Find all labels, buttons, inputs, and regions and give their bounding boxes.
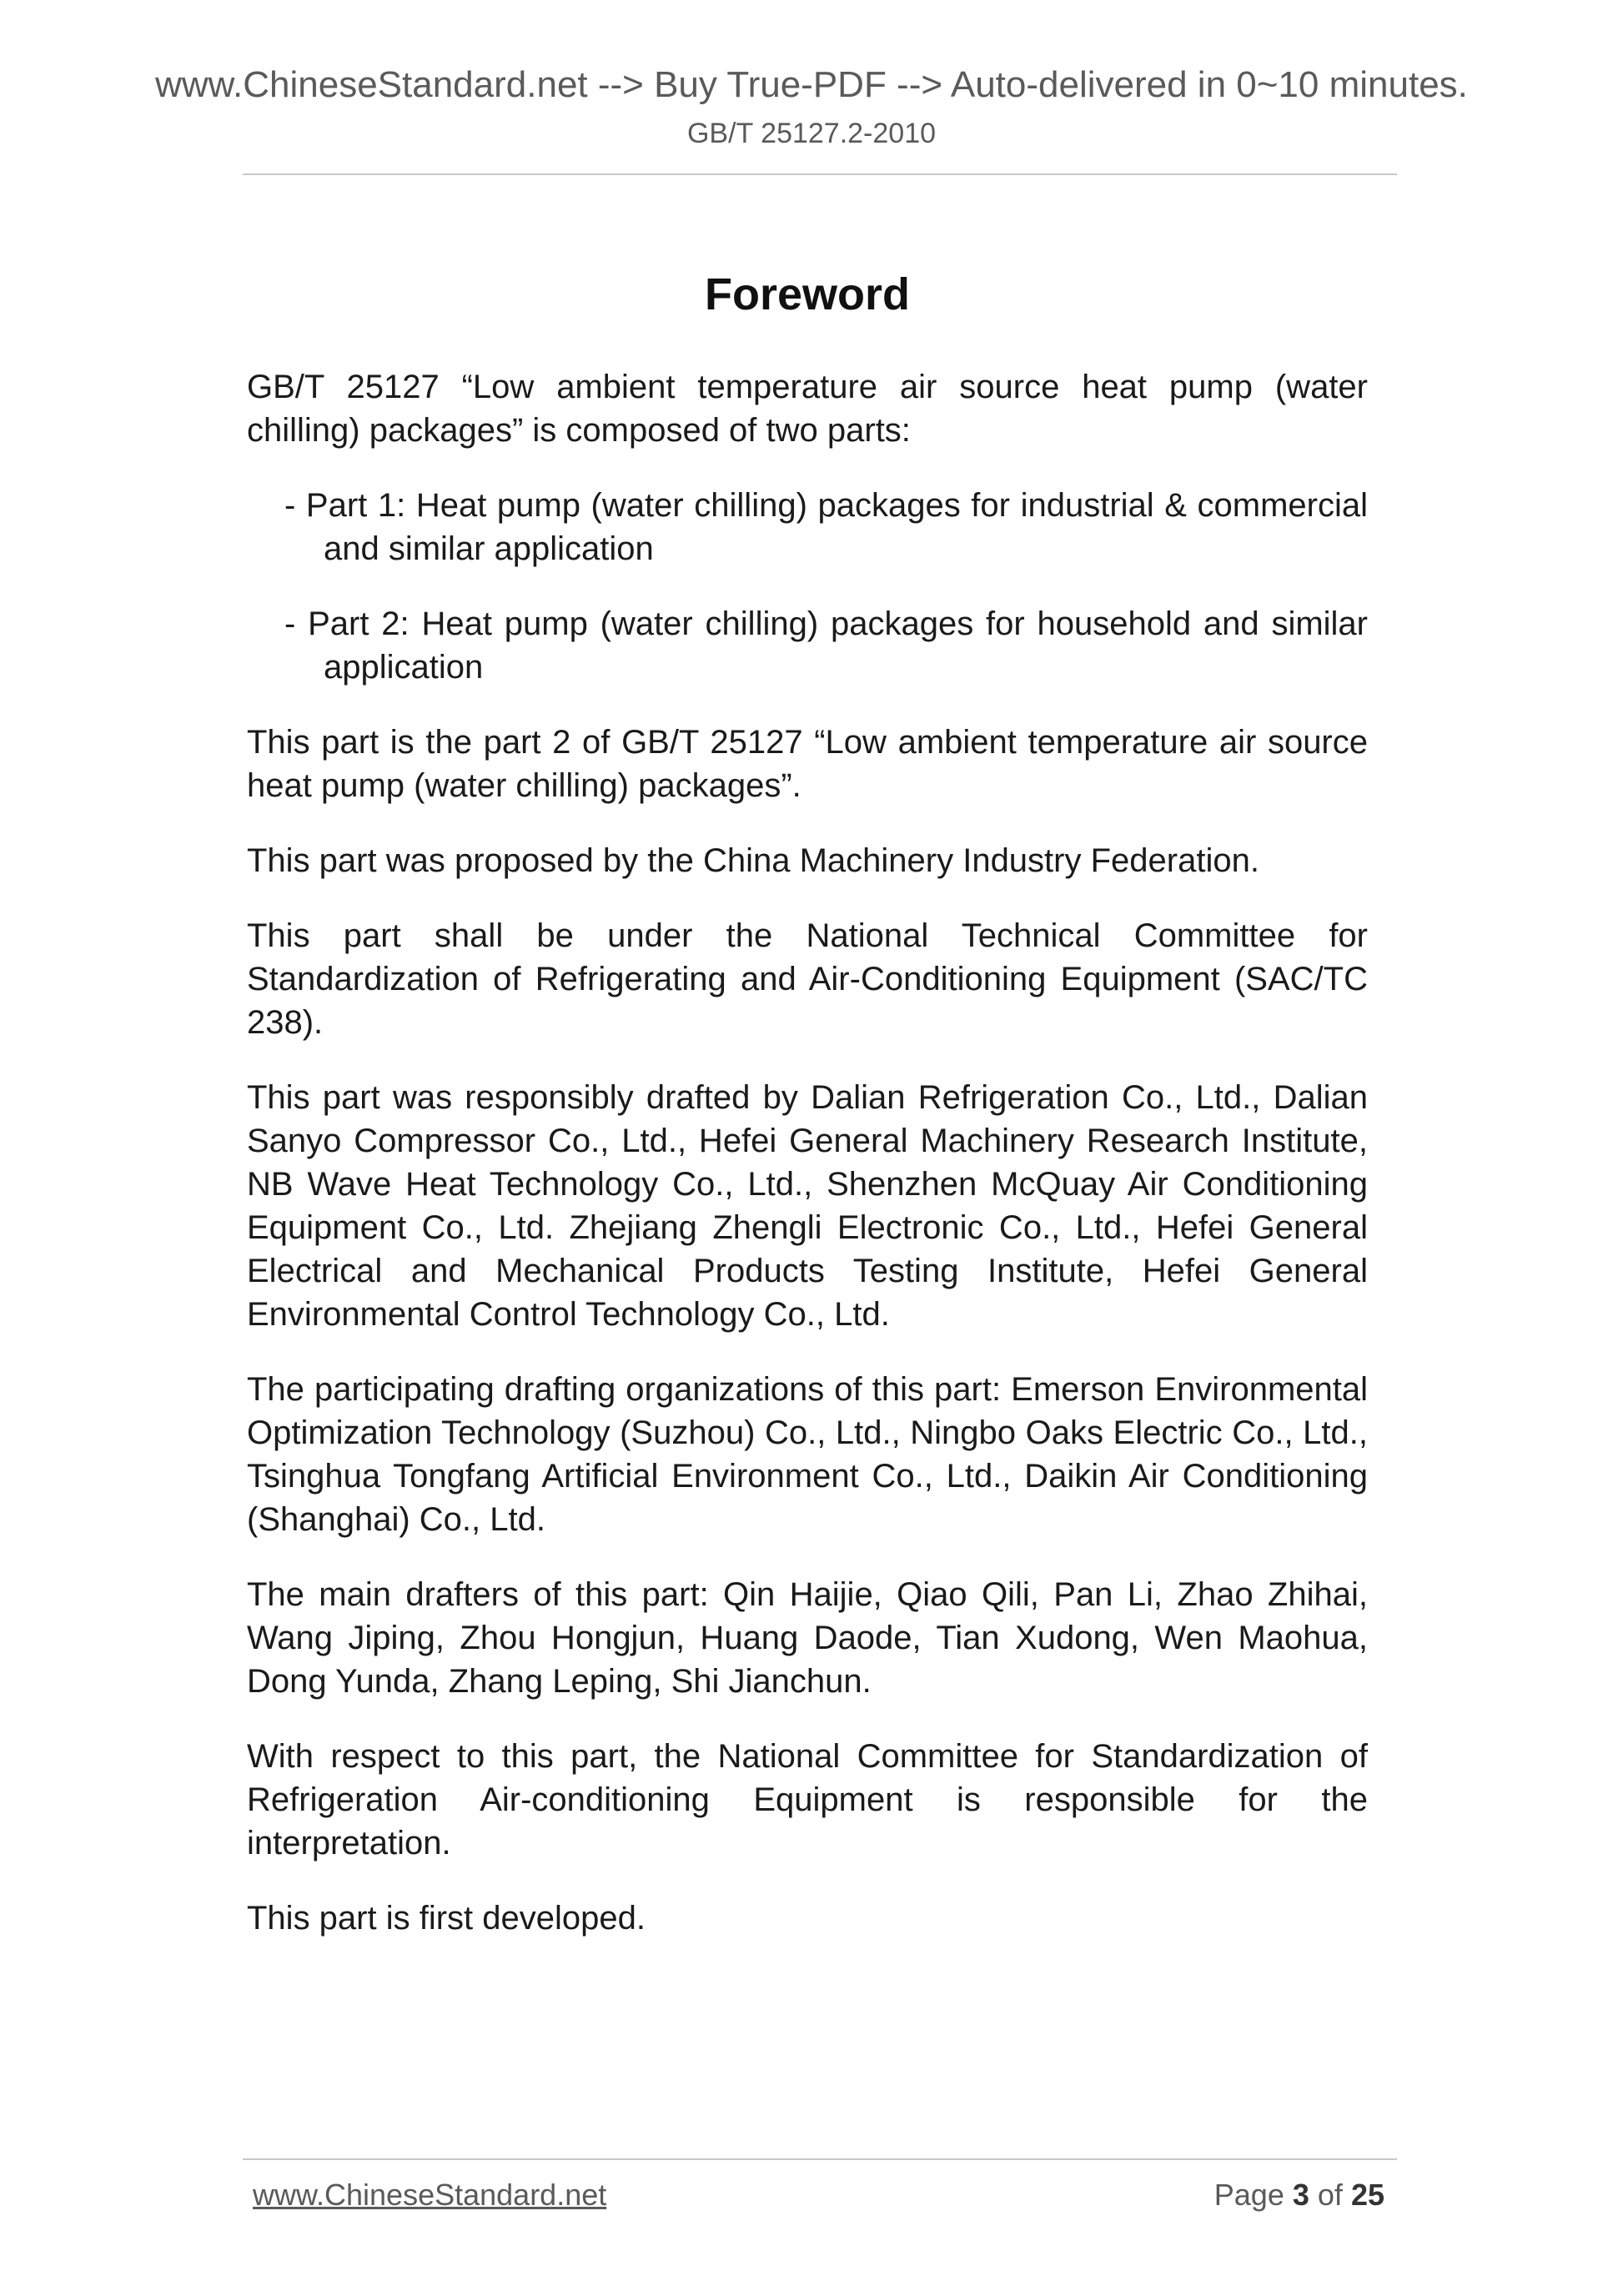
page-header [0,62,1623,152]
paragraph-first-developed: This part is first developed. [247,1900,646,1937]
paragraph-main-drafters: The main drafters of this part: Qin Haijie, Qiao Qili, Pan Li, Zhao Zhihai, Wang Jiping, Zhou Hongjun, Huang Daode, Tian Xudong, Wen Maohua, Dong Yunda, Zhang Leping, Shi Jianchun. [247,1576,1368,1700]
page-number [1214,2177,1384,2213]
footer-website-link[interactable]: www.ChineseStandard.net [253,2178,607,2212]
header-doc-code: GB/T 25127.2-2010 [686,118,937,149]
footer-divider [243,2158,1397,2160]
paragraph-committee: This part shall be under the National Technical Committee for Standardization of Refrigerating and Air-Conditioning Equipment (SAC/TC 238). [247,917,1368,1041]
header-divider [243,173,1397,175]
paragraph-proposed-by: This part was proposed by the China Machinery Industry Federation. [247,842,1259,879]
page-title: Foreword [704,269,910,319]
paragraph-part-scope: This part is the part 2 of GB/T 25127 “Low ambient temperature air source heat pump (water chilling) packages”. [247,724,1368,804]
intro-paragraph: GB/T 25127 “Low ambient temperature air source heat pump (water chilling) packages” is composed of two parts: [247,369,1368,449]
part-list-item-2: - Part 2: Heat pump (water chilling) packages for household and similar application [284,605,1368,686]
page-prefix: Page [1213,2178,1284,2212]
paragraph-interpretation: With respect to this part, the National Committee for Standardization of Refrigeration Air-conditioning Equipment is responsible for the interpretation. [247,1738,1368,1861]
page-total: 25 [1350,2178,1384,2212]
page-current: 3 [1292,2178,1309,2212]
part-list-item-1: - Part 1: Heat pump (water chilling) packages for industrial & commercial and similar application [284,487,1368,567]
paragraph-drafted-by: This part was responsibly drafted by Dalian Refrigeration Co., Ltd., Dalian Sanyo Compressor Co., Ltd., Hefei General Machinery Research Institute, NB Wave Heat Technology Co., Ltd., Shenzhen McQuay Air Conditioning Equipment Co., Ltd. Zhejiang Zhengli Electronic Co., Ltd., Hefei General Electrical and Mechanical Products Testing Institute, Hefei General Environmental Control Technology Co., Ltd. [247,1079,1368,1333]
header-banner: www.ChineseStandard.net --> Buy True-PDF --> Auto-delivered in 0~10 minutes. [155,64,1468,105]
paragraph-participating-orgs: The participating drafting organizations of this part: Emerson Environmental Optimization Technology (Suzhou) Co., Ltd., Ningbo Oaks Electric Co., Ltd., Tsinghua Tongfang Artificial Environment Co., Ltd., Daikin Air Conditioning (Shanghai) Co., Ltd. [247,1371,1368,1538]
document-body [247,265,1368,1972]
page-separator: of [1317,2178,1343,2212]
